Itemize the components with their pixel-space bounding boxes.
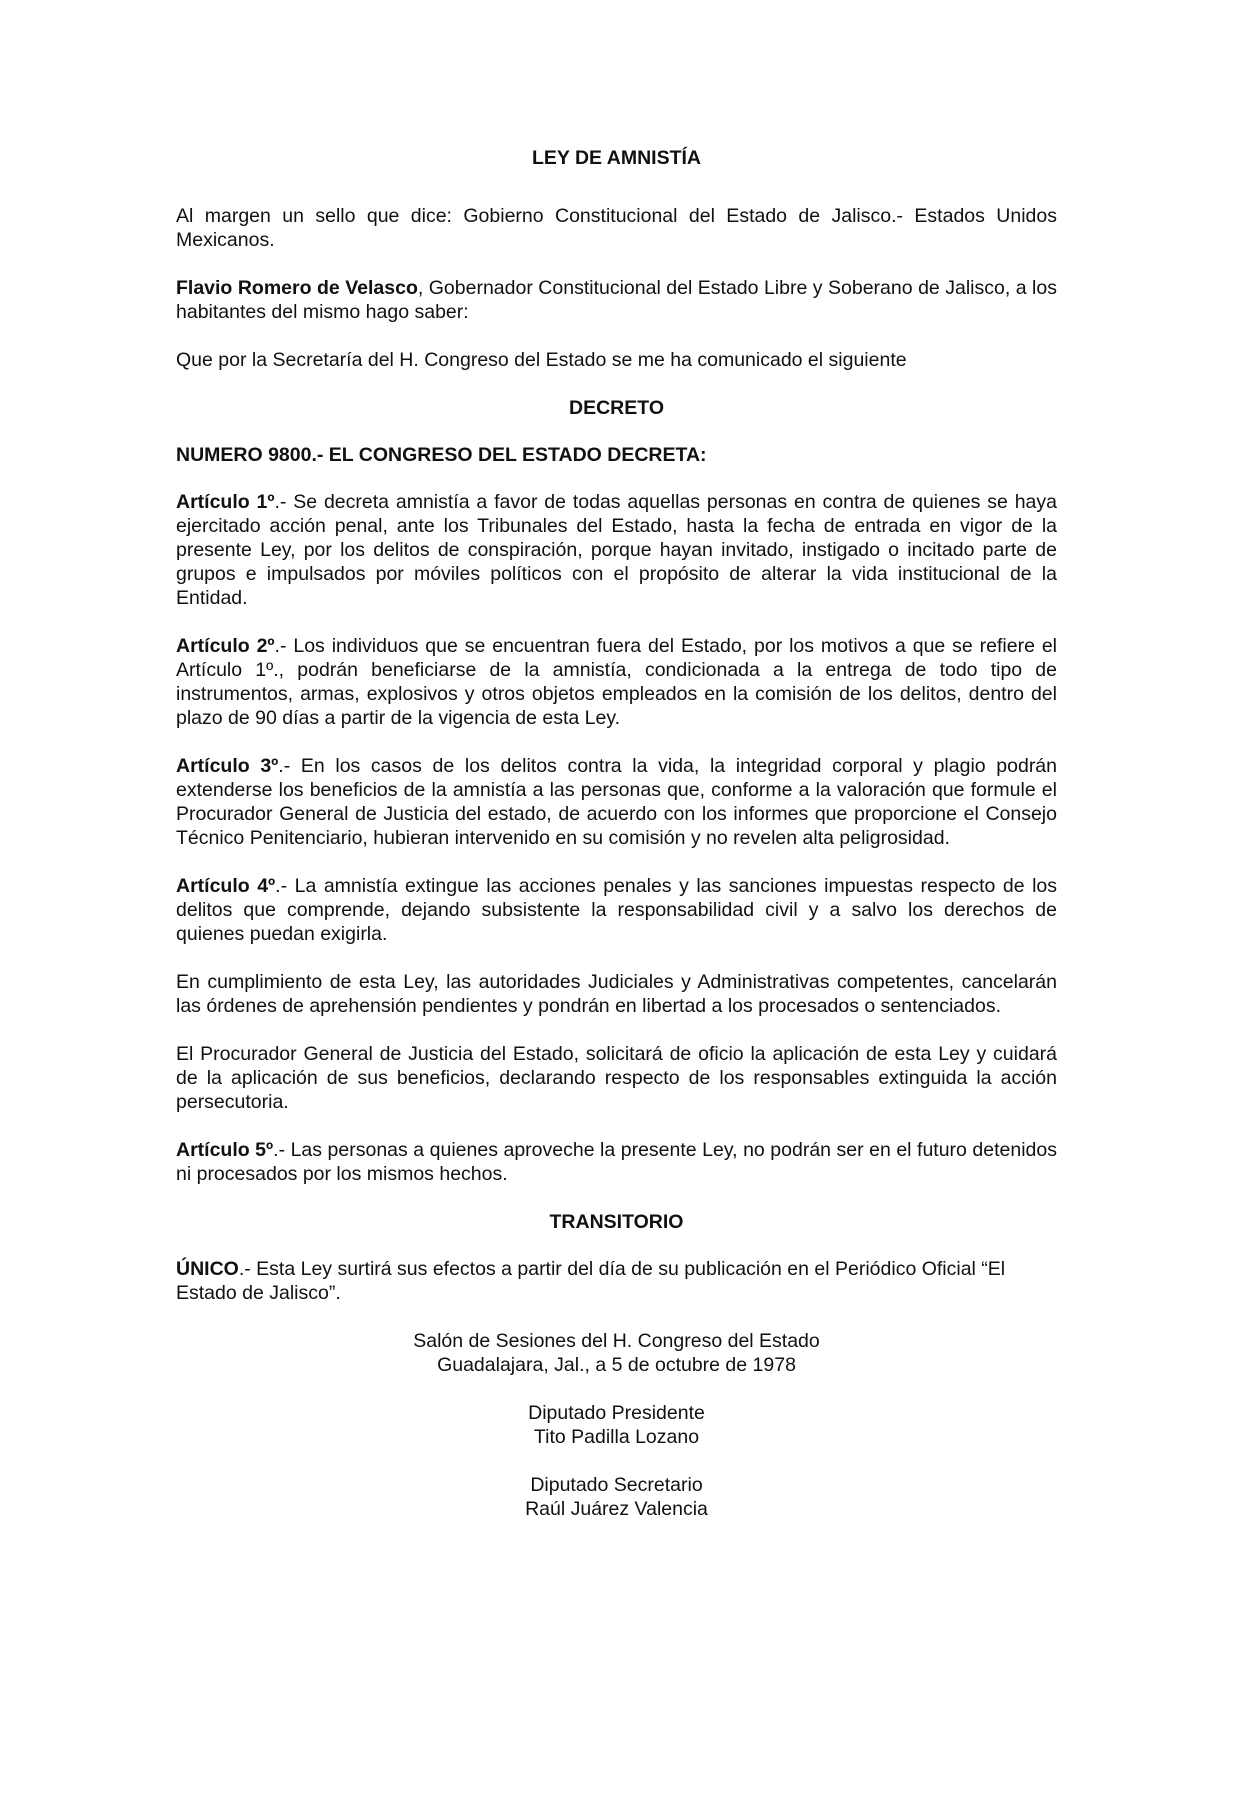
article-5 — [176, 1138, 1057, 1186]
compliance-paragraph: En cumplimiento de esta Ley, las autoridades Judiciales y Administrativas competentes, cancelarán las órdenes de aprehensión pendientes y pondrán en libertad a los procesados o sentenciados. — [176, 971, 1057, 1017]
article-2 — [176, 634, 1057, 730]
article-3-text: .- En los casos de los delitos contra la vida, la integridad corporal y plagio podrán extenderse los beneficios de la amnistía a las personas que, conforme a la valoración que formule el Procurador General de Justicia del estado, de acuerdo con los informes que proporcione el Consejo Técnico Penitenciario, hubieran intervenido en su comisión y no revelen alta peligrosidad. — [176, 755, 1057, 849]
procurador-paragraph: El Procurador General de Justicia del Estado, solicitará de oficio la aplicación de esta Ley y cuidará de la aplicación de sus beneficios, declarando respecto de los responsables extinguida la acción persecutoria. — [176, 1043, 1057, 1113]
article-3-label: Artículo 3º — [176, 755, 279, 777]
article-3 — [176, 754, 1057, 850]
session-place-line-1: Salón de Sesiones del H. Congreso del Estado — [413, 1330, 820, 1352]
document-title: LEY DE AMNISTÍA — [531, 147, 702, 169]
article-4 — [176, 874, 1057, 946]
signatory-president-name: Tito Padilla Lozano — [533, 1426, 700, 1448]
transitory-heading: TRANSITORIO — [549, 1211, 684, 1233]
article-1-text: .- Se decreta amnistía a favor de todas aquellas personas en contra de quienes se haya ejercitado acción penal, ante los Tribunales del Estado, hasta la fecha de entrada en vigor de la presente Ley, por los delitos de conspiración, porque hayan invitado, instigado o incitado parte de grupos e impulsados por móviles políticos con el propósito de alterar la vida institucional de la Entidad. — [176, 491, 1057, 609]
document-page — [176, 146, 1057, 1545]
article-2-label: Artículo 2º — [176, 635, 275, 657]
governor-text: , Gobernador Constitucional del Estado Libre y Soberano de Jalisco, a los habitantes del mismo hago saber: — [176, 277, 1057, 323]
article-4-label: Artículo 4º — [176, 875, 276, 897]
article-1 — [176, 490, 1057, 610]
session-place — [176, 1329, 1057, 1377]
session-place-line-2: Guadalajara, Jal., a 5 de octubre de 1978 — [437, 1354, 796, 1376]
intro-paragraph: Al margen un sello que dice: Gobierno Constitucional del Estado de Jalisco.- Estados Unidos Mexicanos. — [176, 205, 1057, 251]
unico-label: ÚNICO — [176, 1258, 239, 1280]
governor-name: Flavio Romero de Velasco — [176, 277, 418, 299]
signatory-president — [176, 1401, 1057, 1449]
article-5-text: .- Las personas a quienes aproveche la presente Ley, no podrán ser en el futuro detenidos ni procesados por los mismos hechos. — [176, 1139, 1057, 1185]
unico-paragraph — [176, 1257, 1057, 1305]
signatory-president-role: Diputado Presidente — [528, 1402, 705, 1424]
article-5-label: Artículo 5º — [176, 1139, 274, 1161]
decree-heading: DECRETO — [569, 397, 664, 419]
article-1-label: Artículo 1º — [176, 491, 275, 513]
article-4-text: .- La amnistía extingue las acciones penales y las sanciones impuestas respecto de los delitos que comprende, dejando subsistente la responsabilidad civil y a salvo los derechos de quienes puedan exigirla. — [176, 875, 1057, 945]
unico-text: .- Esta Ley surtirá sus efectos a partir del día de su publicación en el Periódico Oficial “El Estado de Jalisco”. — [176, 1258, 1006, 1304]
communication-paragraph: Que por la Secretaría del H. Congreso del Estado se me ha comunicado el siguiente — [176, 349, 907, 371]
signatory-secretary-role: Diputado Secretario — [530, 1474, 703, 1496]
signatory-secretary-name: Raúl Juárez Valencia — [525, 1498, 708, 1520]
governor-paragraph — [176, 276, 1057, 324]
signatory-secretary — [176, 1473, 1057, 1521]
article-2-text: .- Los individuos que se encuentran fuera del Estado, por los motivos a que se refiere el Artículo 1º., podrán beneficiarse de la amnistía, condicionada a la entrega de todo tipo de instrumentos, armas, explosivos y otros objetos empleados en la comisión de los delitos, dentro del plazo de 90 días a partir de la vigencia de esta Ley. — [176, 635, 1057, 729]
decree-number: NUMERO 9800.- EL CONGRESO DEL ESTADO DECRETA: — [176, 444, 707, 466]
